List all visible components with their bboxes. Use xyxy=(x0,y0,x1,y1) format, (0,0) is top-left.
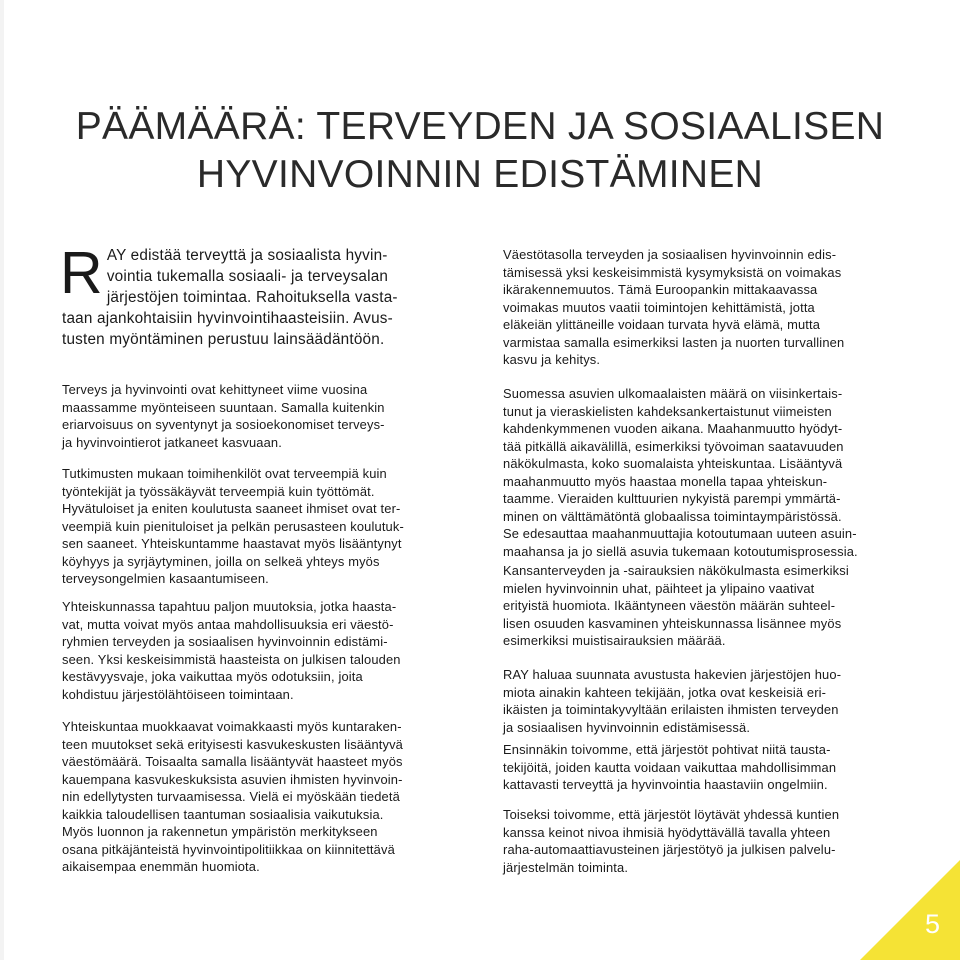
text-line: tunut ja vieraskielisten kahdeksankertaistunut viimeisten xyxy=(503,403,832,419)
text-line: ikärakennemuutos. Tämä Euroopankin mittakaavassa xyxy=(503,282,818,297)
text-line: tää pitkällä aikavälillä, esimerkiksi työvoiman saatavuuden xyxy=(503,438,844,454)
text-line: Terveys ja hyvinvointi ovat kehittyneet viime vuosina xyxy=(62,382,368,397)
text-line: kohdistuu järjestölähtöiseen toimintaan. xyxy=(62,686,294,702)
text-line: erityistä huomiota. Ikääntyneen väestön määrän suhteel- xyxy=(503,598,836,613)
lead-paragraph xyxy=(60,240,462,386)
text-line: järjestelmän toiminta. xyxy=(503,859,629,875)
page-title-line-1: PÄÄMÄÄRÄ: TERVEYDEN JA SOSIAALISEN xyxy=(75,105,885,148)
text-line: tämisessä yksi keskeisimmistä kysymyksistä on voimakas xyxy=(503,264,842,280)
text-line: nin edellytysten turvaamisessa. Vielä ei myöskään tiedetä xyxy=(62,789,400,804)
text-line: minen on välttämätöntä globaalissa toimintaympäristössä. xyxy=(503,508,842,524)
text-line: Tutkimusten mukaan toimihenkilöt ovat terveempiä kuin xyxy=(62,466,387,481)
text-line: maahansa ja jo siellä asuvia tukemaan kotoutumisprosessia. xyxy=(503,543,858,559)
text-line: teen muutokset sekä erityisesti kasvukeskusten lisääntyvä xyxy=(62,736,403,752)
right-column-paragraph xyxy=(503,741,836,794)
left-column-paragraph xyxy=(62,823,395,876)
text-line: eläkeiän ylittäneille voidaan turvata hyvä elämä, mutta xyxy=(503,317,821,332)
text-line: RAY haluaa suunnata avustusta hakevien järjestöjen huo- xyxy=(503,667,842,682)
right-column-paragraph xyxy=(503,666,841,736)
page-title-line-2: HYVINVOINNIN EDISTÄMINEN xyxy=(196,153,764,196)
text-line: sen saaneet. Yhteiskuntamme haastavat myös lisääntynyt xyxy=(62,536,402,551)
text-line: Hyvätuloiset ja eniten koulutusta saaneet ihmiset ovat ter- xyxy=(62,501,401,516)
text-line: maassamme myönteiseen suuntaan. Samalla kuitenkin xyxy=(62,399,385,415)
text-line: esimerkiksi muistisairauksien määrää. xyxy=(503,633,726,648)
lead-line: tusten myöntäminen perustuu lainsäädäntöön. xyxy=(62,330,385,348)
text-line: näkökulmasta, koko suomalaista yhteiskuntaa. Lisääntyvä xyxy=(503,456,843,471)
text-line: Kansanterveyden ja -sairauksien näkökulmasta esimerkiksi xyxy=(503,563,849,578)
text-line: vat, mutta voivat myös antaa mahdollisuuksia eri väestö- xyxy=(62,616,394,632)
text-line: aikaisempaa enemmän huomiota. xyxy=(62,859,260,874)
text-line: väestömäärä. Toisaalta samalla lisääntyvät haasteet myös xyxy=(62,754,403,769)
text-line: ikäisten ja toimintakyvyltään erilaisten ihmisten terveyden xyxy=(503,702,839,717)
text-line: Toiseksi toivomme, että järjestöt löytävät yhdessä kuntien xyxy=(503,807,840,822)
text-line: kestävyysvaje, joka vaikuttaa myös odotuksiin, joita xyxy=(62,669,363,684)
text-line: kattavasti terveyttä ja hyvinvointia haastaviin ongelmiin. xyxy=(503,777,828,792)
text-line: kauempana kasvukeskuksista asuvien ihmisten hyvinvoin- xyxy=(62,771,403,787)
text-line: kaikkia taloudellisen taantuman sosiaalisia vaikutuksia. xyxy=(62,806,384,822)
text-line: kahdenkymmenen vuoden aikana. Maahanmuutto hyödyt- xyxy=(503,421,843,436)
text-line: Myös luonnon ja rakennetun ympäristön merkitykseen xyxy=(62,824,378,839)
text-line: ja hyvinvointierot jatkaneet kasvuaan. xyxy=(62,434,282,450)
text-line: lisen osuuden kasvaminen yhteiskunnassa lisännee myös xyxy=(503,615,842,631)
page-number: 5 xyxy=(924,909,940,939)
text-line: eriarvoisuus on syventynyt ja sosioekonomiset terveys- xyxy=(62,417,385,432)
text-line: kanssa keinot nivoa ihmisiä hyödyttävällä tavalla yhteen xyxy=(503,824,831,840)
right-column-paragraph xyxy=(503,562,849,650)
text-line: terveysongelmien kasaantumiseen. xyxy=(62,571,269,586)
text-line: kasvu ja kehitys. xyxy=(503,352,601,367)
text-line: tekijöitä, joiden kautta voidaan vaikuttaa mahdollisimman xyxy=(503,759,837,775)
lead-line: järjestöjen toimintaa. Rahoituksella vasta- xyxy=(106,288,398,306)
left-column-paragraph xyxy=(62,718,403,823)
text-line: Yhteiskuntaa muokkaavat voimakkaasti myös kuntaraken- xyxy=(62,719,402,734)
text-line: Väestötasolla terveyden ja sosiaalisen hyvinvoinnin edis- xyxy=(503,247,837,262)
text-line: köyhyys ja syrjäytyminen, joilla on selkeä yhteys myös xyxy=(62,553,380,569)
text-line: veempiä kuin pienituloiset ja pelkän perusasteen koulutuk- xyxy=(62,518,404,534)
text-line: Yhteiskunnassa tapahtuu paljon muutoksia, jotka haasta- xyxy=(62,599,397,614)
left-column-paragraph xyxy=(62,381,385,451)
right-column-paragraph xyxy=(503,385,858,560)
left-column-paragraph xyxy=(62,598,401,703)
text-line: ja sosiaalisen hyvinvoinnin edistämisessä. xyxy=(503,719,751,735)
right-column-paragraph xyxy=(503,246,844,369)
text-line: seen. Yksi keskeisimmistä haasteista on julkisen talouden xyxy=(62,651,401,667)
text-line: Se edesauttaa maahanmuuttajia kotoutumaan uuteen asuin- xyxy=(503,526,857,541)
text-line: osana pitkäjänteistä hyvinvointipolitiikkaa on kiinnitettävä xyxy=(62,841,395,857)
page-title xyxy=(0,103,960,199)
text-line: taamme. Vieraiden kulttuurien nykyistä parempi ymmärtä- xyxy=(503,491,841,506)
text-line: mielen hyvinvoinnin uhat, päihteet ja ylipaino vaativat xyxy=(503,580,815,596)
left-column xyxy=(60,240,462,874)
text-line: Suomessa asuvien ulkomaalaisten määrä on viisinkertais- xyxy=(503,386,843,401)
text-line: miota ainakin kahteen tekijään, jotka ovat keskeisiä eri- xyxy=(503,684,827,700)
text-line: raha-automaattiavusteinen järjestötyö ja julkisen palvelu- xyxy=(503,842,836,857)
left-column-paragraph xyxy=(62,465,404,588)
drop-cap: R xyxy=(60,240,103,306)
text-line: maahanmuutto myös haastaa monella tapaa yhteiskun- xyxy=(503,473,828,489)
lead-line: taan ajankohtaisiin hyvinvointihaasteisiin. Avus- xyxy=(62,309,393,327)
text-line: työntekijät ja työssäkäyvät terveempiä kuin työttömät. xyxy=(62,483,375,499)
text-line: voimakas muutos vaatii toimintojen kehittämistä, jotta xyxy=(503,299,815,315)
lead-line: vointia tukemalla sosiaali- ja terveysalan xyxy=(106,267,389,285)
lead-line: AY edistää terveyttä ja sosiaalista hyvin- xyxy=(106,247,388,264)
text-line: varmistaa samalla esimerkiksi lasten ja nuorten turvallinen xyxy=(503,334,845,350)
right-column-paragraph xyxy=(503,806,839,876)
text-line: Ensinnäkin toivomme, että järjestöt pohtivat niitä tausta- xyxy=(503,742,831,757)
corner-accent-triangle xyxy=(860,860,960,960)
text-line: ryhmien terveyden ja sosiaalisen hyvinvoinnin edistämi- xyxy=(62,634,388,649)
